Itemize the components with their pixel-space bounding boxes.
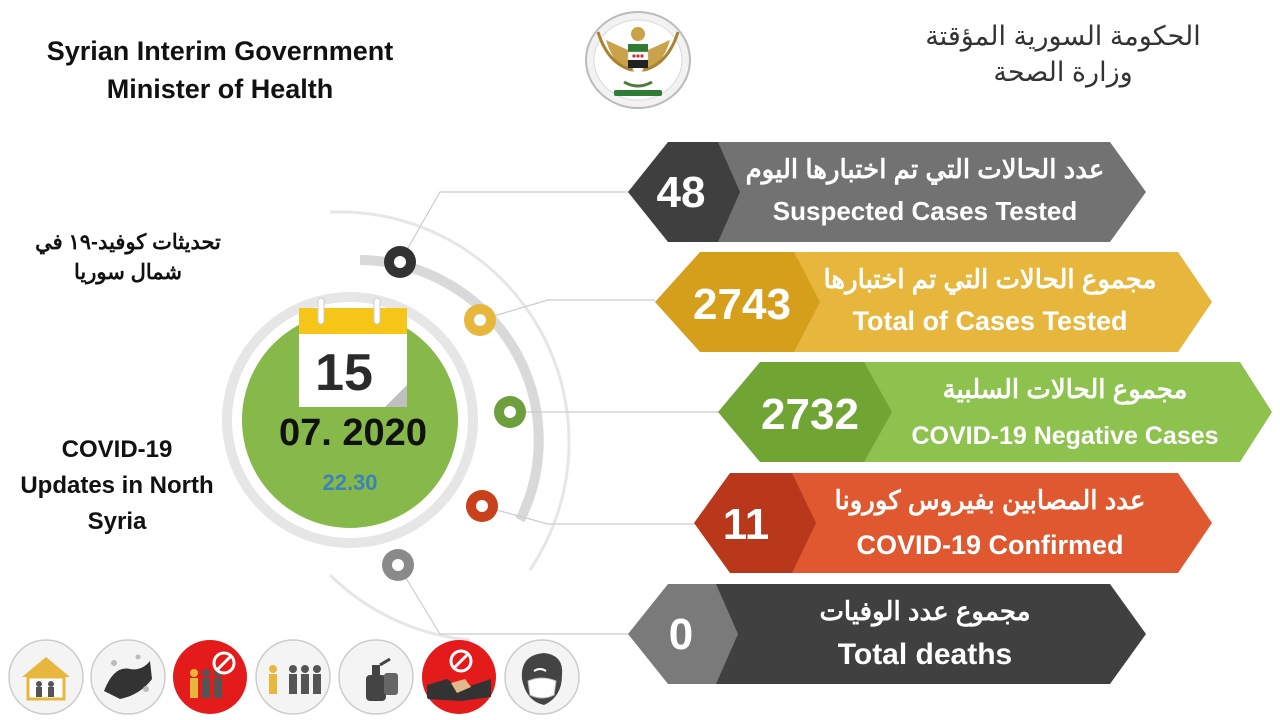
no-gathering-icon (172, 639, 248, 715)
hand-washing-icon (90, 639, 166, 715)
stat-value: 48 (656, 168, 706, 217)
calendar-date: 07. 2020 (279, 412, 427, 454)
stat-label-english: COVID-19 Negative Cases (911, 422, 1219, 450)
stat-label-english: Total deaths (837, 638, 1013, 671)
stat-label-arabic: عدد المصابين بفيروس كورونا (834, 485, 1146, 515)
stat-label-arabic: عدد الحالات التي تم اختبارها اليوم (745, 154, 1105, 184)
stat-value: 2732 (761, 390, 859, 439)
face-mask-icon (504, 639, 580, 715)
stat-value: 2743 (693, 280, 791, 329)
side-en-line1: COVID-19 (61, 436, 173, 463)
stat-value: 0 (668, 610, 694, 659)
stat-value: 11 (722, 500, 770, 549)
social-distance-icon (255, 639, 331, 715)
side-en-line3: Syria (87, 508, 147, 535)
side-ar-line2: شمال سوريا (73, 261, 183, 284)
header-en-line2: Minister of Health (106, 74, 334, 104)
calendar-day: 15 (315, 344, 373, 402)
stat-label-english: COVID-19 Confirmed (856, 530, 1124, 560)
side-ar-line1: تحديثات كوفيد-١٩ في (35, 231, 221, 254)
header-ar-line2: وزارة الصحة (993, 57, 1133, 87)
stat-label-arabic: مجموع الحالات التي تم اختبارها (823, 264, 1157, 294)
header-en-line1: Syrian Interim Government (46, 36, 394, 66)
no-handshake-icon (421, 639, 497, 715)
stay-home-icon (8, 639, 84, 715)
header-ar-line1: الحكومة السورية المؤقتة (925, 21, 1201, 51)
stat-label-english: Suspected Cases Tested (772, 196, 1078, 226)
stat-label-arabic: مجموع عدد الوفيات (819, 596, 1031, 626)
sanitizer-icon (338, 639, 414, 715)
calendar-time: 22.30 (322, 470, 378, 495)
stat-label-arabic: مجموع الحالات السلبية (942, 374, 1188, 404)
side-en-line2: Updates in North (20, 472, 214, 499)
stat-label-english: Total of Cases Tested (852, 306, 1128, 336)
